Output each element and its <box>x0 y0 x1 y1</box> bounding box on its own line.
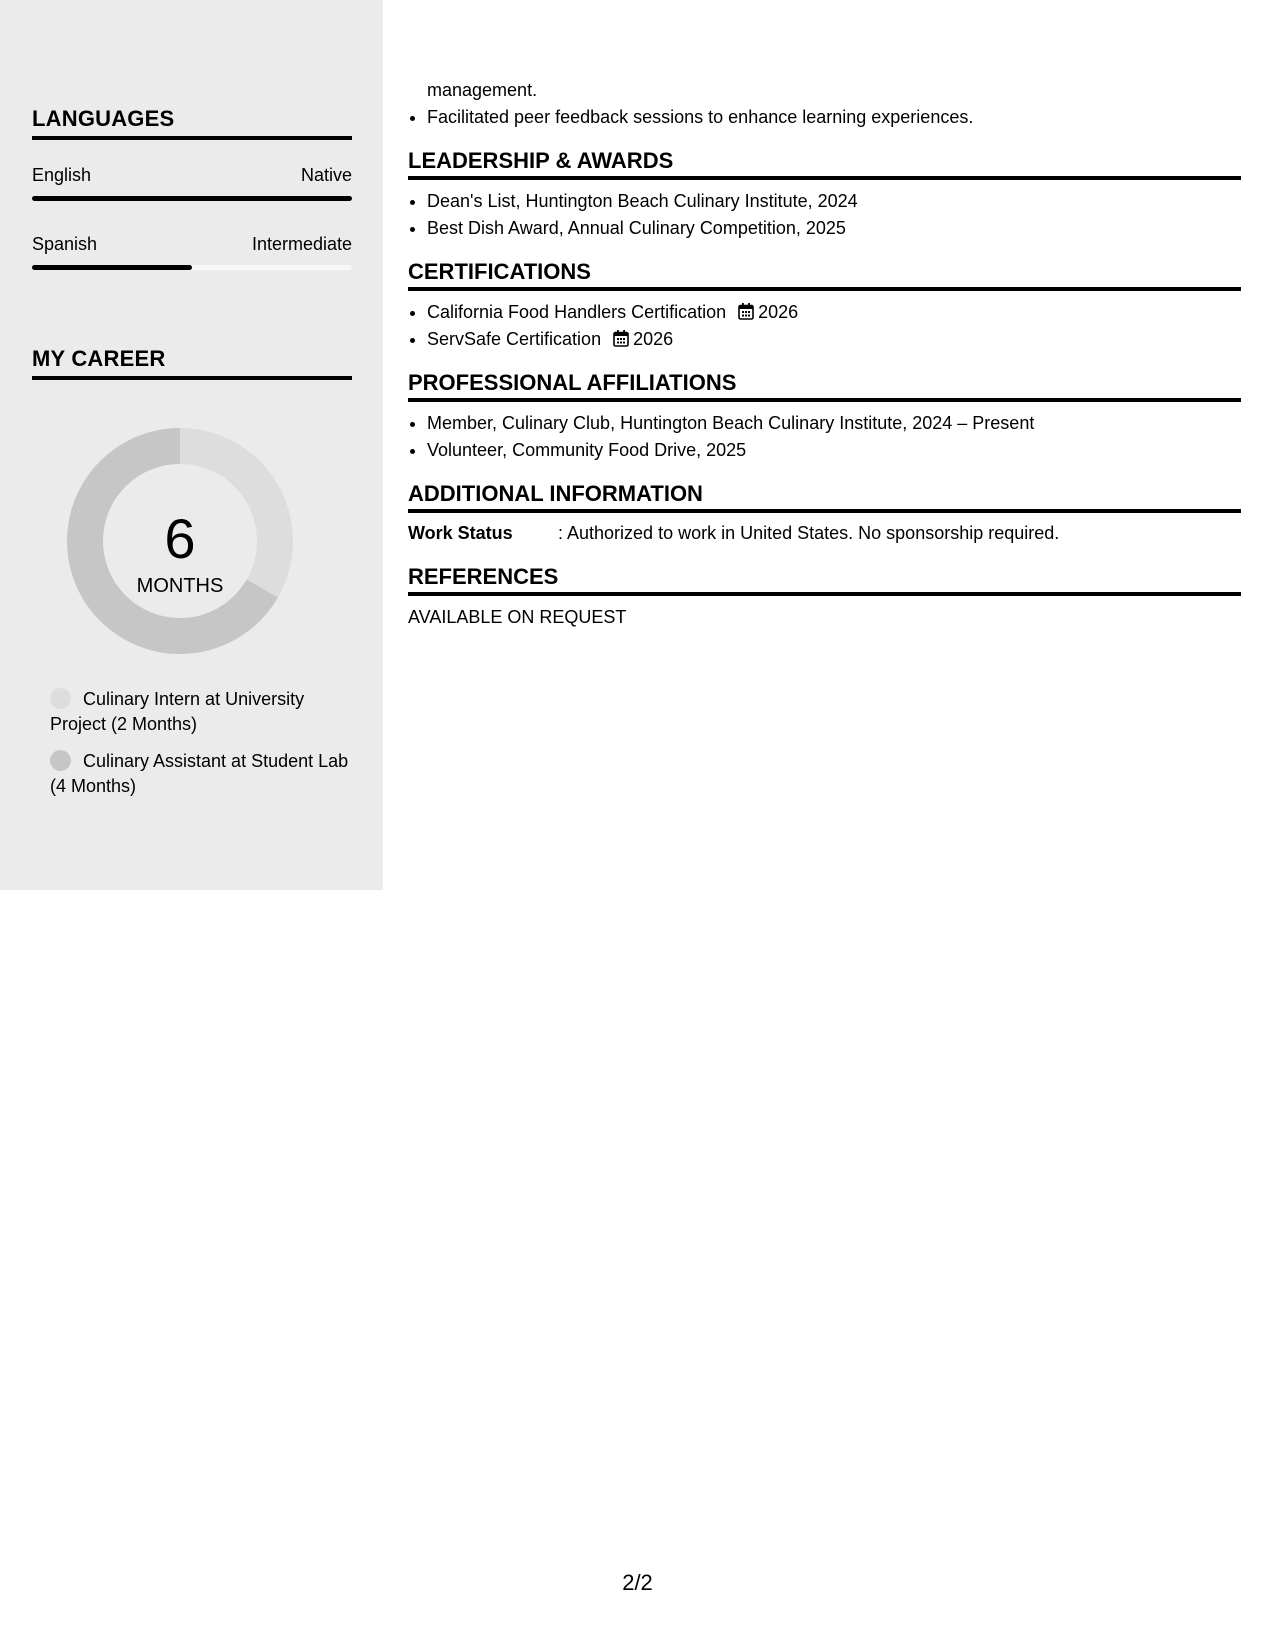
affiliations-list <box>408 410 1034 464</box>
certification-year: 2026 <box>758 302 799 322</box>
list-item: • Volunteer, Community Food Drive, 2025 <box>427 437 1034 464</box>
language-level: Intermediate <box>251 234 352 254</box>
section-title-leadership: LEADERSHIP & AWARDS <box>408 148 1241 180</box>
legend-label: Culinary Intern at University Project (2 Months) <box>50 689 305 734</box>
section-title-additional: ADDITIONAL INFORMATION <box>408 481 1241 513</box>
continuation-text: management. <box>427 80 538 100</box>
language-name: Spanish <box>32 234 98 254</box>
career-donut-chart <box>65 426 295 656</box>
section-title-certifications: CERTIFICATIONS <box>408 259 1241 291</box>
language-bar-english <box>32 196 352 201</box>
list-item: • Facilitated peer feedback sessions to enhance learning experiences. <box>427 104 973 131</box>
legend-dot <box>50 688 71 709</box>
language-name: English <box>32 165 92 185</box>
language-bar-fill <box>32 265 192 270</box>
career-heading: MY CAREER <box>32 346 352 380</box>
language-row-spanish <box>32 234 352 255</box>
language-row-english <box>32 165 352 186</box>
certification-year: 2026 <box>633 329 674 349</box>
languages-heading: LANGUAGES <box>32 106 352 140</box>
certification-name: ServSafe Certification <box>427 329 602 349</box>
calendar-icon <box>613 330 629 347</box>
list-item: • Member, Culinary Club, Huntington Beach Culinary Institute, 2024 – Present <box>427 410 1034 437</box>
list-item <box>427 326 798 353</box>
continuation-list <box>408 104 973 131</box>
list-item <box>427 299 798 326</box>
references-text: AVAILABLE ON REQUEST <box>408 607 627 627</box>
legend-dot <box>50 750 71 771</box>
career-total-value: 6 <box>164 507 196 570</box>
section-title-references: REFERENCES <box>408 564 1241 596</box>
language-level: Native <box>300 165 352 185</box>
leadership-list <box>408 188 858 242</box>
language-bar-fill <box>32 196 352 201</box>
language-bar-spanish <box>32 265 352 270</box>
career-total-unit: MONTHS <box>136 575 224 597</box>
section-title-affiliations: PROFESSIONAL AFFILIATIONS <box>408 370 1241 402</box>
legend-label: Culinary Assistant at Student Lab (4 Months) <box>50 751 349 796</box>
certifications-list <box>408 299 798 353</box>
list-item: • Best Dish Award, Annual Culinary Competition, 2025 <box>427 215 858 242</box>
work-status-value: : Authorized to work in United States. No sponsorship required. <box>558 523 1060 543</box>
work-status-label: Work Status <box>408 523 513 543</box>
career-legend-item <box>50 749 350 799</box>
career-legend-item <box>50 687 350 737</box>
certification-name: California Food Handlers Certification <box>427 302 727 322</box>
sidebar <box>0 0 383 890</box>
page-number: 2/2 <box>622 1570 653 1595</box>
calendar-icon <box>738 303 754 320</box>
list-item: • Dean's List, Huntington Beach Culinary Institute, 2024 <box>427 188 858 215</box>
